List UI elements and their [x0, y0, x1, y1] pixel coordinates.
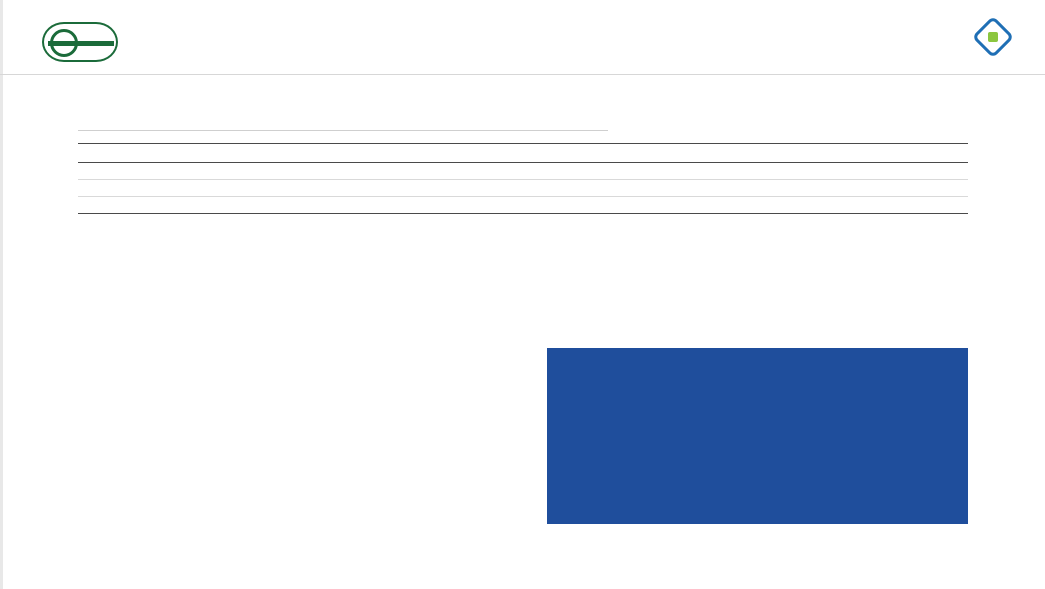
table-row [78, 163, 968, 180]
table-cell [641, 180, 723, 197]
table-cell [886, 163, 968, 180]
cncec-oval-logo-icon [42, 22, 118, 62]
table-col-header [78, 144, 314, 163]
table-row-label [78, 163, 314, 180]
header-divider [0, 74, 1045, 75]
table-cell [559, 180, 641, 197]
table-cell [478, 163, 560, 180]
table-col-header [805, 144, 887, 163]
table-cell [396, 163, 478, 180]
table-row-label [78, 197, 314, 214]
header-left-brand [42, 22, 130, 62]
table-cell [641, 163, 723, 180]
table-row [78, 197, 968, 214]
title-underline [78, 130, 608, 131]
table-cell [723, 197, 805, 214]
table-cell [559, 197, 641, 214]
table-head [78, 144, 968, 163]
table-cell [805, 197, 887, 214]
table-col-header [723, 144, 805, 163]
table-col-header [641, 144, 723, 163]
table-cell [641, 197, 723, 214]
table-cell [805, 163, 887, 180]
table-body [78, 163, 968, 214]
table-col-header [396, 144, 478, 163]
line-chart [62, 330, 532, 562]
slide-left-edge [0, 0, 3, 589]
chart-svg [62, 330, 532, 562]
hualu-diamond-icon [975, 20, 1011, 56]
table-cell [396, 197, 478, 214]
table-col-header [314, 144, 396, 163]
table-cell [559, 163, 641, 180]
table-cell [314, 180, 396, 197]
table-col-header [559, 144, 641, 163]
table-row-label [78, 180, 314, 197]
table-cell [478, 197, 560, 214]
table-cell [723, 180, 805, 197]
table-col-header [886, 144, 968, 163]
table-col-header [478, 144, 560, 163]
header-right-brand [975, 20, 1019, 56]
table-cell [886, 180, 968, 197]
analysis-callout [547, 348, 968, 524]
economics-table [78, 143, 968, 214]
table-cell [805, 180, 887, 197]
table-cell [314, 163, 396, 180]
table-cell [314, 197, 396, 214]
table-cell [396, 180, 478, 197]
economics-table-wrap [78, 143, 968, 214]
table-header-row [78, 144, 968, 163]
cncec-bar-shape [48, 41, 114, 46]
hualu-diamond-core [988, 32, 998, 42]
table-cell [478, 180, 560, 197]
table-cell [886, 197, 968, 214]
table-row [78, 180, 968, 197]
table-cell [723, 163, 805, 180]
